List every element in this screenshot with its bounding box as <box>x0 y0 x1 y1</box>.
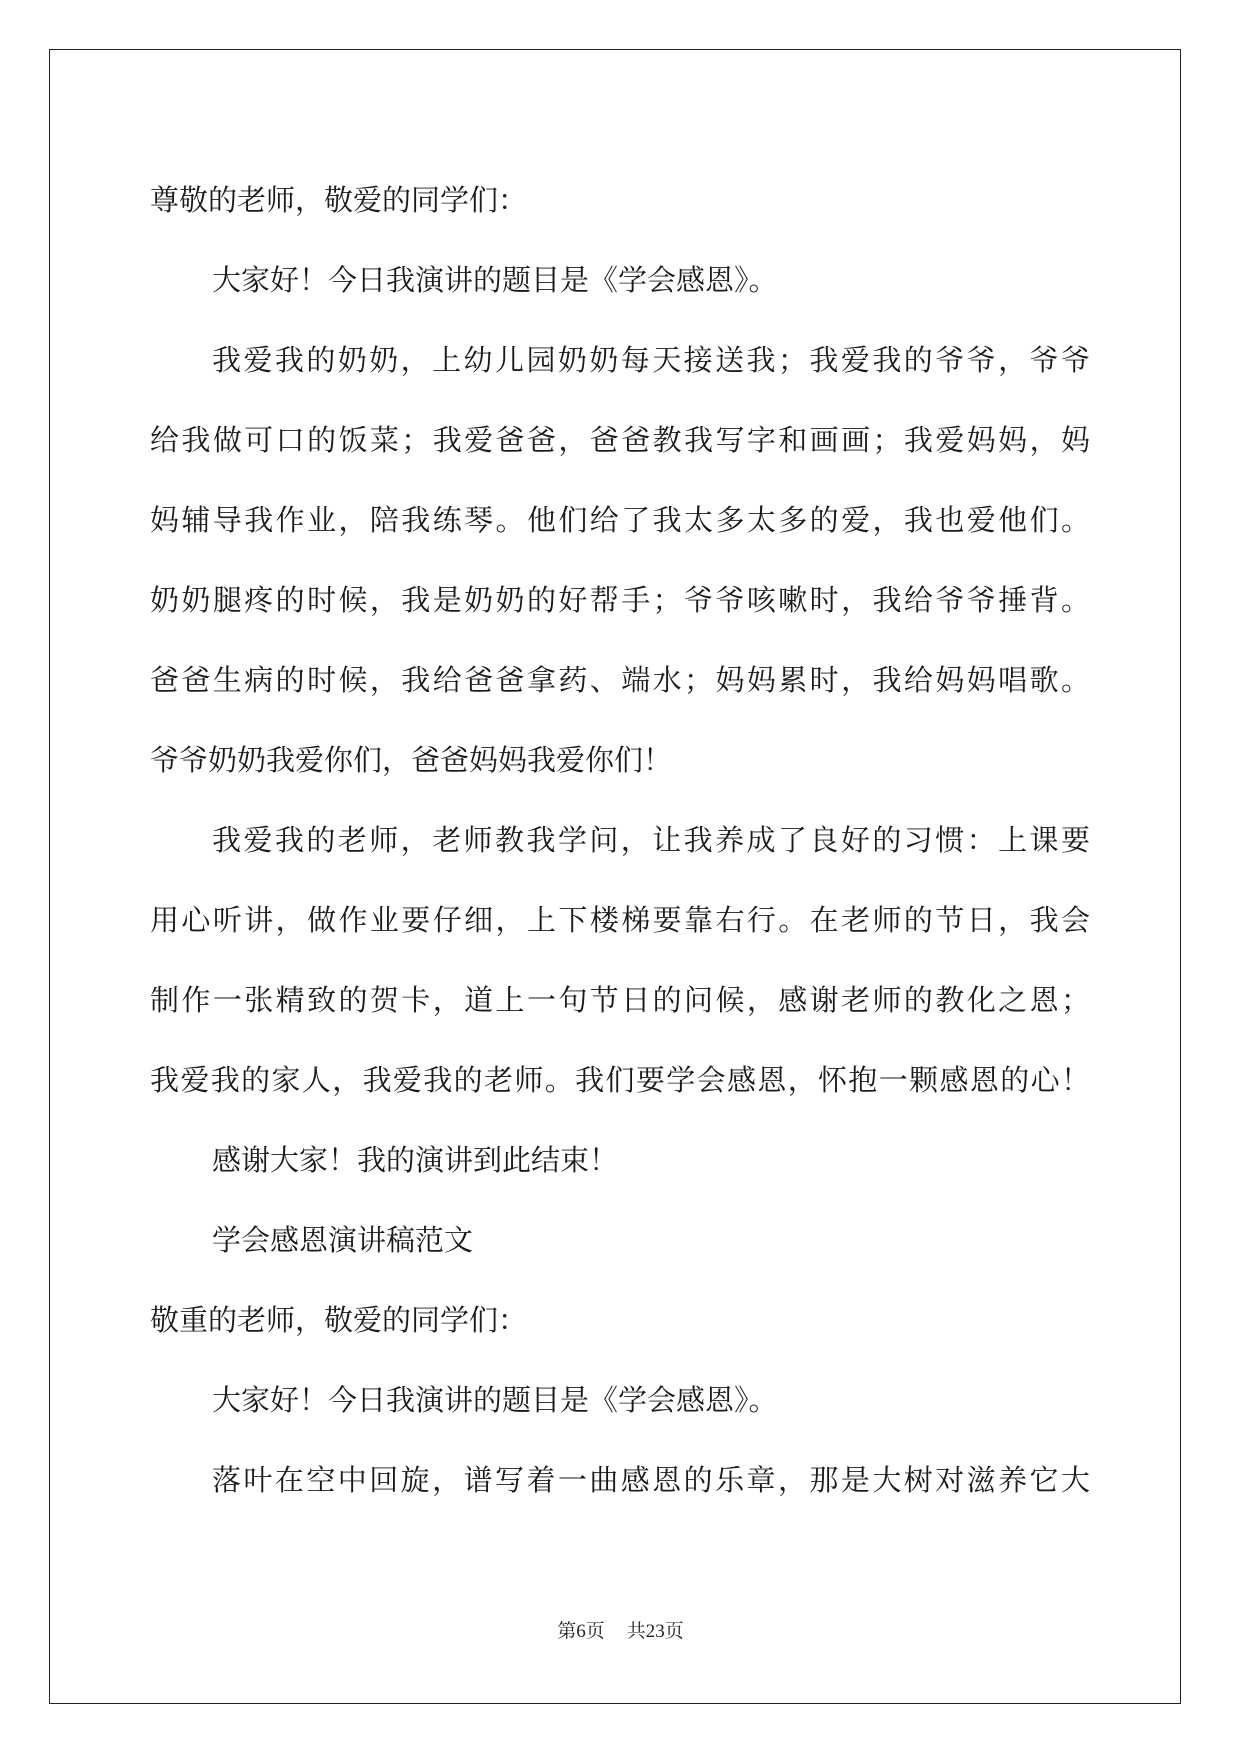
text-line: 爷爷奶奶我爱你们，爸爸妈妈我爱你们！ <box>150 743 673 777</box>
text-line: 大家好！今日我演讲的题目是《学会感恩》。 <box>212 1383 778 1417</box>
text-line: 我爱我的奶奶，上幼儿园奶奶每天接送我；我爱我的爷爷，爷爷 <box>212 343 1090 377</box>
text-line: 感谢大家！我的演讲到此结束！ <box>212 1143 619 1177</box>
page-number-total: 共23页 <box>626 1621 684 1642</box>
text-line: 落叶在空中回旋，谱写着一曲感恩的乐章，那是大树对滋养它大 <box>212 1463 1090 1497</box>
text-line: 爸爸生病的时候，我给爸爸拿药、端水；妈妈累时，我给妈妈唱歌。 <box>150 663 1090 697</box>
document-body <box>150 160 1090 1520</box>
text-line: 尊敬的老师，敬爱的同学们： <box>150 183 528 217</box>
text-line: 我爱我的老师，老师教我学问，让我养成了良好的习惯：上课要 <box>212 823 1090 857</box>
text-line: 大家好！今日我演讲的题目是《学会感恩》。 <box>212 263 778 297</box>
text-line: 妈辅导我作业，陪我练琴。他们给了我太多太多的爱，我也爱他们。 <box>150 503 1090 537</box>
text-line: 制作一张精致的贺卡，道上一句节日的问候，感谢老师的教化之恩； <box>150 983 1090 1017</box>
section-heading: 学会感恩演讲稿范文 <box>212 1223 474 1257</box>
text-line: 我爱我的家人，我爱我的老师。我们要学会感恩，怀抱一颗感恩的心！ <box>150 1063 1090 1097</box>
text-line: 奶奶腿疼的时候，我是奶奶的好帮手；爷爷咳嗽时，我给爷爷捶背。 <box>150 583 1090 617</box>
text-line: 用心听讲，做作业要仔细，上下楼梯要靠右行。在老师的节日，我会 <box>150 903 1090 937</box>
page-footer <box>0 1616 1241 1643</box>
text-line: 给我做可口的饭菜；我爱爸爸，爸爸教我写字和画画；我爱妈妈，妈 <box>150 423 1090 457</box>
page-number-current: 第6页 <box>557 1621 605 1642</box>
text-line: 敬重的老师，敬爱的同学们： <box>150 1303 528 1337</box>
